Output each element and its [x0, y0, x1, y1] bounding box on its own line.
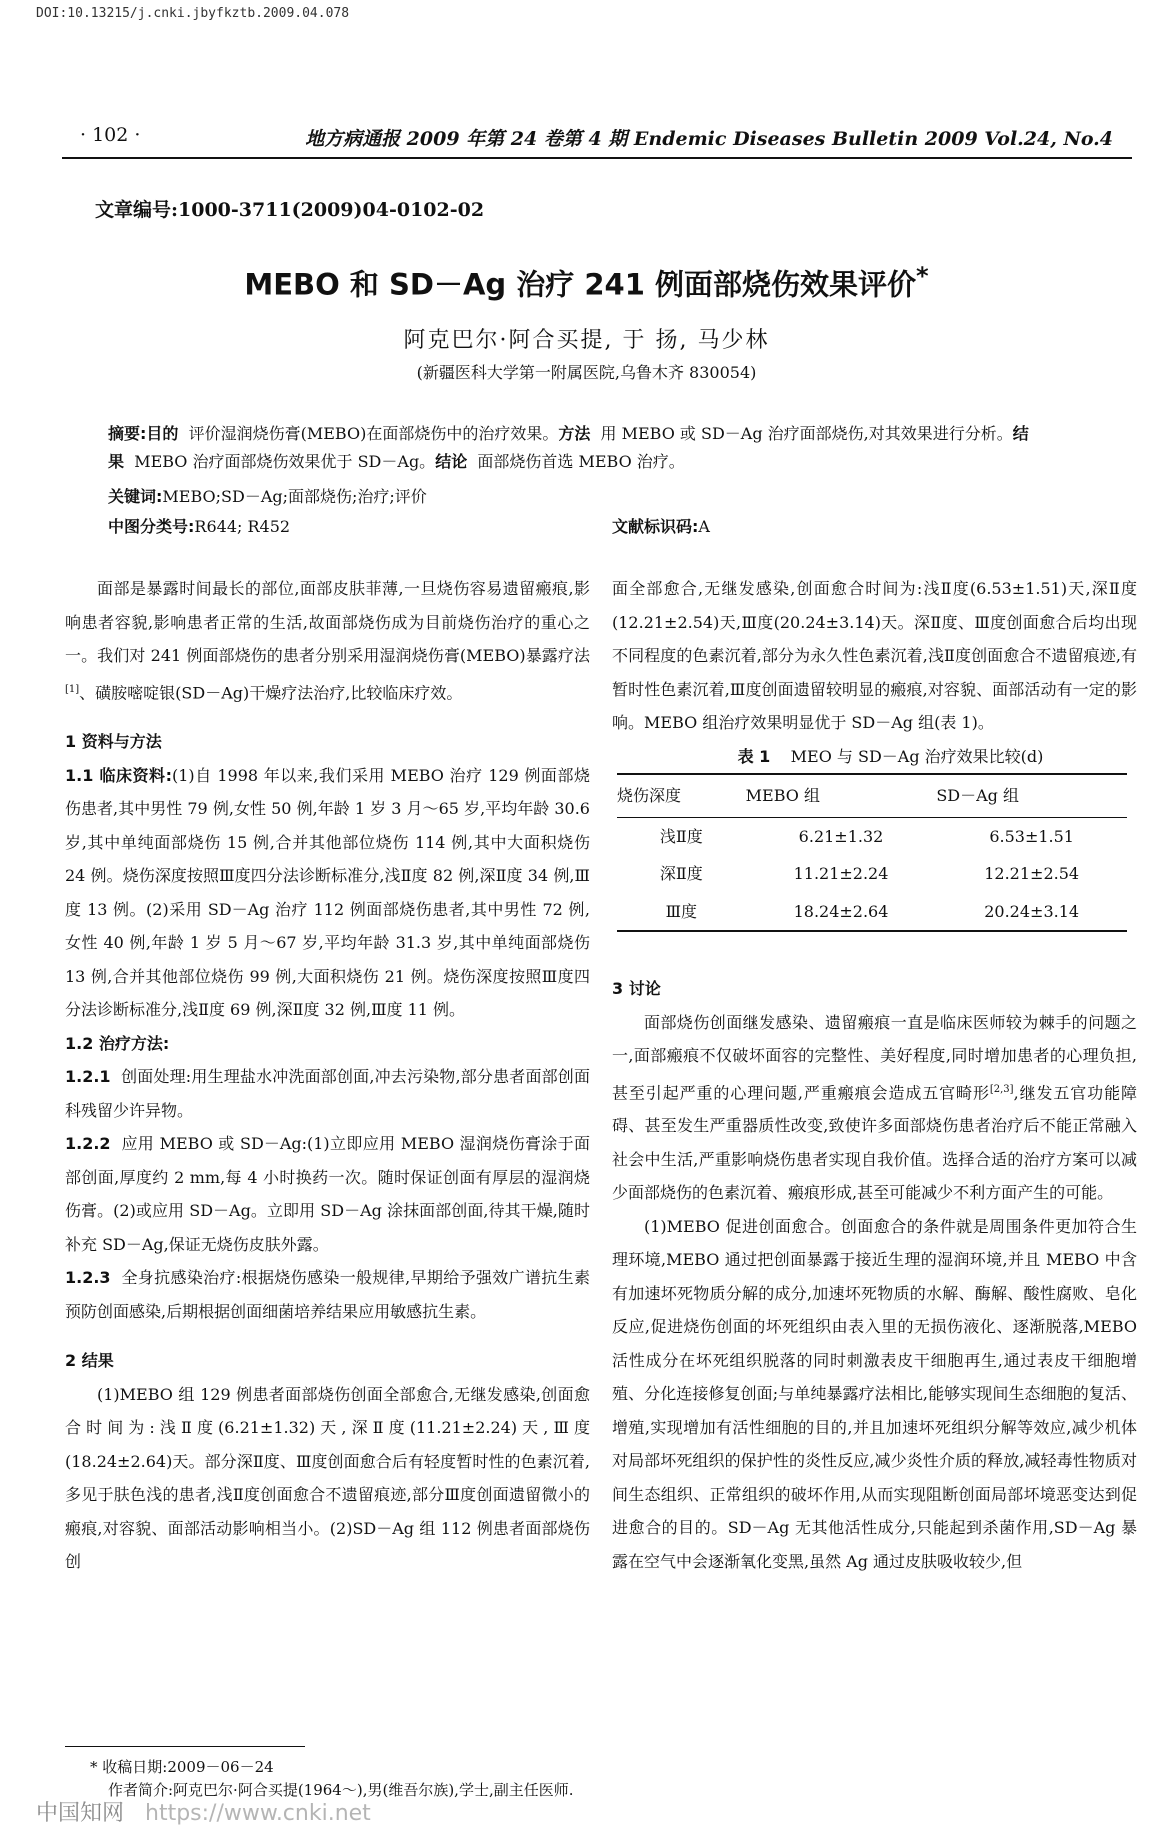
table-header: MEBO 组 — [746, 774, 937, 817]
clc-number — [108, 514, 290, 537]
results-continued: 面全部愈合,无继发感染,创面愈合时间为:浅Ⅱ度(6.53±1.51)天,深Ⅱ度(12.21±2.54)天,Ⅲ度(20.24±3.14)天。深Ⅱ度、Ⅲ度创面愈合后均出现不同程度的色素沉着,部分为永久性色素沉着,浅Ⅱ度创面愈合不遗留痕迹,有暂时性色素沉着,Ⅲ度创面遗留较明显的瘢痕,对容貌、面部活动有一定的影响。MEBO 组治疗效果明显优于 SD－Ag 组(表 1)。 — [612, 579, 1137, 732]
section-1-2-3: 1.2.3 全身抗感染治疗:根据烧伤感染一般规律,早期给予强效广谱抗生素预防创面感染,后期根据创面细菌培养结果应用敏感抗生素。 — [65, 1268, 591, 1321]
intro-paragraph: 面部是暴露时间最长的部位,面部皮肤菲薄,一旦烧伤容易遗留瘢痕,影响患者容貌,影响患者正常的生活,故面部烧伤成为目前烧伤治疗的重心之一。我们对 241 例面部烧伤的患者分别采用湿润烧伤膏(MEBO)暴露疗法[1]、磺胺嘧啶银(SD－Ag)干燥疗法治疗,比较临床疗效。 — [65, 579, 590, 702]
results-paragraph: (1)MEBO 组 129 例患者面部烧伤创面全部愈合,无继发感染,创面愈合时间为:浅Ⅱ度(6.21±1.32)天,深Ⅱ度(11.21±2.24)天,Ⅲ度(18.24±2.64)天。部分深Ⅱ度、Ⅲ度创面愈合后有轻度暂时性的色素沉着,多见于肤色浅的患者,浅Ⅱ度创面愈合不遗留痕迹,部分Ⅲ度创面遗留微小的瘢痕,对容貌、面部活动影响相当小。(2)SD－Ag 组 112 例患者面部烧伤创 — [65, 1384, 590, 1572]
watermark-brand: 中国知网 — [36, 1801, 125, 1826]
section-1-2-heading: 1.2 治疗方法: — [65, 1033, 170, 1053]
doc-code-label: 文献标识码: — [612, 517, 699, 536]
table-header: 烧伤深度 — [617, 774, 746, 817]
title-mark: * — [915, 262, 929, 290]
results-table — [617, 773, 1127, 932]
clc-label: 中图分类号: — [108, 517, 195, 536]
abstract — [108, 420, 1088, 476]
table-cell: 20.24±3.14 — [936, 893, 1127, 932]
section-1-2-2: 1.2.2 应用 MEBO 或 SD－Ag:(1)立即应用 MEBO 湿润烧伤膏涂于面部创面,厚度约 2 mm,每 4 小时换药一次。随时保证创面有厚层的湿润烧伤膏。(2)或应用 SD－Ag。立即用 SD－Ag 涂抹面部创面,待其干燥,随时补充 SD－Ag,保证无烧伤皮肤外露。 — [65, 1134, 590, 1254]
keywords-text: MEBO;SD－Ag;面部烧伤;治疗;评价 — [162, 487, 427, 506]
table-header-row — [617, 774, 1127, 817]
watermark-url: https://www.cnki.net — [145, 1801, 371, 1826]
discussion-paragraph-1: 面部烧伤创面继发感染、遗留瘢痕一直是临床医师较为棘手的问题之一,面部瘢痕不仅破坏面容的完整性、美好程度,同时增加患者的心理负担,甚至引起严重的心理问题,严重瘢痕会造成五官畸形[2,3],继发五官功能障碍、甚至发生严重器质性改变,致使许多面部烧伤患者治疗后不能正常融入社会中生活,严重影响烧伤患者实现自我价值。选择合适的治疗方案可以减少面部烧伤的色素沉着、瘢痕形成,甚至可能减少不利方面产生的可能。 — [612, 1012, 1137, 1203]
table-row — [617, 855, 1127, 893]
objective-text: 评价湿润烧伤膏(MEBO)在面部烧伤中的治疗效果。 — [188, 424, 559, 443]
affiliation: (新疆医科大学第一附属医院,乌鲁木齐 830054) — [416, 363, 757, 382]
clc-text: R644; R452 — [194, 517, 291, 536]
title-text: MEBO 和 SD－Ag 治疗 241 例面部烧伤效果评价 — [244, 267, 916, 302]
objective-label: 目的 — [146, 424, 179, 443]
document-code — [612, 514, 710, 537]
footnote-received: * 收稿日期:2009－06－24 — [90, 1758, 274, 1776]
footnote-author-bio: 作者简介:阿克巴尔·阿合买提(1964～),男(维吾尔族),学士,副主任医师. — [108, 1781, 574, 1799]
article-title — [0, 262, 1173, 304]
s11-text: (1)自 1998 年以来,我们采用 MEBO 治疗 129 例面部烧伤患者,其中男性 79 例,女性 50 例,年龄 1 岁 3 月～65 岁,平均年龄 30.6 岁,其中单纯面部烧伤 15 例,合并其他部位烧伤 114 例,其中大面积烧伤 24 例。烧伤深度按照Ⅲ度四分法诊断标准分,浅Ⅱ度 82 例,深Ⅱ度 34 例,Ⅲ度 13 例。(2)采用 SD－Ag 治疗 112 例面部烧伤患者,其中男性 72 例,女性 40 例,年龄 1 岁 5 月～67 岁,平均年龄 31.3 岁,其中单纯面部烧伤 13 例,合并其他部位烧伤 99 例,大面积烧伤 21 例。烧伤深度按照Ⅲ度四分法诊断标准分,浅Ⅱ度 69 例,深Ⅱ度 32 例,Ⅲ度 11 例。 — [65, 765, 590, 1020]
page-number: · 102 · — [80, 124, 141, 146]
table-row — [617, 817, 1127, 855]
method-label: 方法 — [558, 424, 591, 443]
section-1-2-1: 1.2.1 创面处理:用生理盐水冲洗面部创面,冲去污染物,部分患者面部创面科残留少许异物。 — [65, 1067, 590, 1120]
table-cell: Ⅲ度 — [617, 893, 746, 932]
table-cell: 11.21±2.24 — [793, 864, 889, 883]
table-cell: 6.53±1.51 — [989, 826, 1074, 846]
s11-label: 1.1 临床资料: — [65, 765, 172, 785]
left-column — [65, 572, 590, 1579]
section-1-heading: 1 资料与方法 — [65, 732, 162, 752]
section-2-heading: 2 结果 — [65, 1351, 114, 1371]
article-number: 文章编号:1000-3711(2009)04-0102-02 — [95, 199, 485, 221]
table-row — [617, 893, 1127, 932]
conclusion-text: 面部烧伤首选 MEBO 治疗。 — [477, 452, 685, 471]
doi-line: DOI:10.13215/j.cnki.jbyfkztb.2009.04.078 — [36, 6, 350, 21]
keywords — [108, 484, 427, 507]
result-label: 结果 — [108, 424, 1029, 471]
running-head: 地方病通报 2009 年第 24 卷第 4 期 Endemic Diseases Bulletin 2009 Vol.24, No.4 — [305, 128, 1113, 150]
table-cell: 浅Ⅱ度 — [659, 826, 703, 846]
method-text: 用 MEBO 或 SD－Ag 治疗面部烧伤,对其效果进行分析。 — [600, 424, 1013, 443]
table-header: SD－Ag 组 — [936, 774, 1127, 817]
authors: 阿克巴尔·阿合买提, 于 扬, 马少林 — [403, 328, 770, 353]
table-cell: 深Ⅱ度 — [659, 864, 703, 883]
header-rule — [62, 157, 1132, 159]
abstract-label: 摘要: — [108, 424, 147, 443]
result-text: MEBO 治疗面部烧伤效果优于 SD－Ag。 — [134, 452, 436, 471]
keywords-label: 关键词: — [108, 487, 163, 506]
cnki-watermark — [36, 1796, 371, 1827]
discussion-paragraph-2: (1)MEBO 促进创面愈合。创面愈合的条件就是周围条件更加符合生理环境,MEBO 通过把创面暴露于接近生理的湿润环境,并且 MEBO 中含有加速坏死物质分解的成分,加速坏死物质的水解、酶解、酸性腐败、皂化反应,促进烧伤创面的坏死组织由表入里的无损伤液化、逐渐脱落,MEBO 活性成分在坏死组织脱落的同时刺激表皮干细胞再生,通过表皮干细胞增殖、分化连接修复创面;与单纯暴露疗法相比,能够实现间生态细胞的复活、增殖,实现增加有活性细胞的目的,并且加速坏死组织分解等效应,减少机体对局部坏死组织的保护性的炎性反应,减少炎性介质的释放,减轻毒性物质对间生态组织、正常组织的破坏作用,从而实现阻断创面局部坏境恶变达到促进愈合的目的。SD－Ag 无其他活性成分,只能起到杀菌作用,SD－Ag 暴露在空气中会逐渐氧化变黑,虽然 Ag 通过皮肤吸收较少,但 — [612, 1216, 1137, 1571]
doc-code-text: A — [698, 517, 710, 536]
footnote-rule — [65, 1746, 305, 1747]
table-caption: 表 1 MEO 与 SD－Ag 治疗效果比较(d) — [737, 746, 1044, 766]
disc1-ref: [2,3] — [989, 1083, 1014, 1095]
table-cell: 12.21±2.54 — [984, 864, 1080, 883]
section-1-1 — [65, 759, 590, 1027]
table-cell: 6.21±1.32 — [798, 826, 884, 846]
section-3-heading: 3 讨论 — [612, 979, 661, 998]
conclusion-label: 结论 — [435, 452, 468, 471]
intro-ref: [1] — [65, 683, 80, 695]
right-column — [612, 572, 1137, 1578]
table-cell: 18.24±2.64 — [746, 893, 937, 932]
